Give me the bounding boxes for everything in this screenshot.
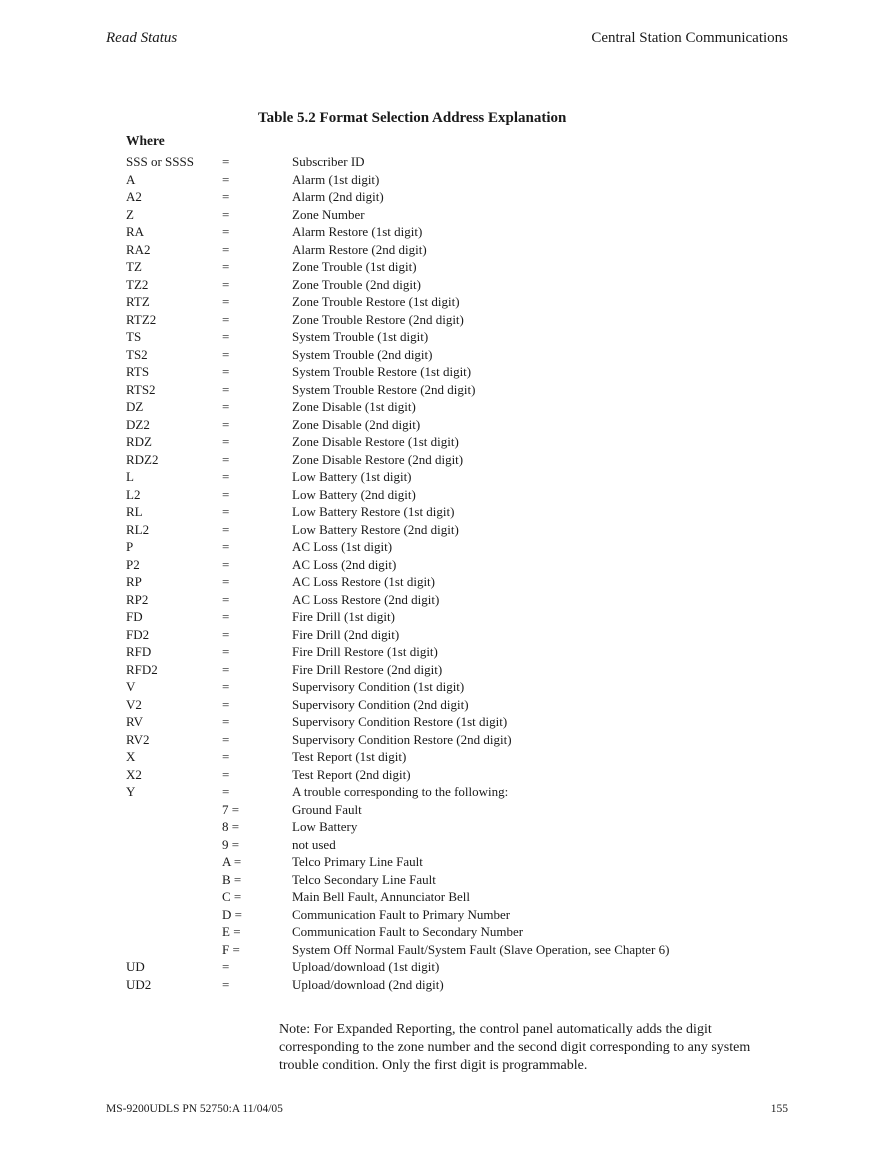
table-row <box>0 748 892 766</box>
row-code: TZ <box>126 259 142 274</box>
table-row <box>0 468 892 486</box>
row-equals: = <box>222 609 230 624</box>
row-description: Communication Fault to Secondary Number <box>292 924 524 939</box>
row-equals: C = <box>222 889 242 904</box>
table-row <box>0 258 892 276</box>
row-code: DZ <box>126 399 144 414</box>
expanded-reporting-note: Note: For Expanded Reporting, the control panel automatically adds the digit corresponding to the zone number and the second digit corresponding to any system trouble condition. Only the first digit is programmable. <box>279 1022 751 1073</box>
table-row <box>0 451 892 469</box>
row-equals: = <box>222 644 230 659</box>
table-row <box>0 958 892 976</box>
row-equals: = <box>222 259 230 274</box>
row-code: RDZ2 <box>126 451 159 467</box>
table-row <box>0 153 892 171</box>
table-row <box>0 293 892 311</box>
row-code: TS <box>126 329 142 344</box>
row-description: Subscriber ID <box>292 154 365 169</box>
row-description: Fire Drill Restore (2nd digit) <box>292 661 443 677</box>
row-description: Low Battery (2nd digit) <box>292 486 416 502</box>
row-description: System Trouble (2nd digit) <box>292 346 433 362</box>
table-row <box>0 818 892 836</box>
table-row <box>0 923 892 941</box>
row-code: RFD2 <box>126 661 158 677</box>
row-code: RV <box>126 714 144 729</box>
row-equals: = <box>222 591 230 607</box>
row-description: Zone Trouble Restore (2nd digit) <box>292 311 464 327</box>
table-row <box>0 836 892 854</box>
row-equals: = <box>222 504 230 519</box>
where-label: Where <box>126 133 165 148</box>
row-equals: = <box>222 556 230 572</box>
row-code: RTZ <box>126 294 150 309</box>
row-equals: = <box>222 749 230 764</box>
row-description: System Trouble Restore (1st digit) <box>292 364 472 379</box>
row-equals: = <box>222 276 230 292</box>
row-equals: = <box>222 451 230 467</box>
row-equals: = <box>222 329 230 344</box>
table-row <box>0 783 892 801</box>
row-code: A <box>126 171 136 187</box>
row-equals: = <box>222 154 230 169</box>
table-row <box>0 556 892 574</box>
row-equals: = <box>222 399 230 414</box>
row-equals: 7 = <box>222 801 240 817</box>
row-equals: = <box>222 661 230 677</box>
row-description: Supervisory Condition (1st digit) <box>292 679 465 694</box>
row-description: Zone Trouble Restore (1st digit) <box>292 294 460 309</box>
row-equals: = <box>222 189 230 204</box>
row-equals: 9 = <box>222 836 240 852</box>
row-description: Low Battery Restore (2nd digit) <box>292 521 459 537</box>
table-row <box>0 801 892 819</box>
table-row <box>0 941 892 959</box>
row-code: RP2 <box>126 591 149 607</box>
row-code: A2 <box>126 189 142 204</box>
row-equals: = <box>222 486 230 502</box>
row-equals: = <box>222 714 230 729</box>
row-code: RFD <box>126 644 152 659</box>
row-equals: = <box>222 434 230 449</box>
row-code: Z <box>126 206 134 222</box>
row-equals: = <box>222 539 230 554</box>
row-description: Alarm (1st digit) <box>292 171 380 187</box>
row-equals: F = <box>222 941 240 957</box>
row-code: P2 <box>126 556 140 572</box>
row-description: Fire Drill (1st digit) <box>292 609 395 624</box>
row-code: SSS or SSSS <box>126 154 194 169</box>
table-row <box>0 328 892 346</box>
row-equals: = <box>222 784 230 799</box>
table-row <box>0 661 892 679</box>
row-equals: = <box>222 679 230 694</box>
row-description: Zone Disable (1st digit) <box>292 399 416 414</box>
row-equals: = <box>222 171 230 187</box>
row-equals: = <box>222 626 230 642</box>
row-code: RDZ <box>126 434 152 449</box>
row-code: RTZ2 <box>126 311 157 327</box>
table-row <box>0 381 892 399</box>
row-code: RA2 <box>126 241 151 257</box>
table-row <box>0 363 892 381</box>
row-code: X <box>126 749 136 764</box>
table-row <box>0 906 892 924</box>
table-row <box>0 731 892 749</box>
table-row <box>0 503 892 521</box>
row-code: RP <box>126 574 142 589</box>
row-code: X2 <box>126 766 142 782</box>
row-equals: = <box>222 959 230 974</box>
table-row <box>0 241 892 259</box>
row-equals: D = <box>222 906 242 922</box>
row-description: not used <box>292 836 336 852</box>
row-description: AC Loss (1st digit) <box>292 539 393 554</box>
row-code: UD <box>126 959 145 974</box>
header-section-title: Read Status <box>106 30 178 46</box>
row-description: Low Battery Restore (1st digit) <box>292 504 455 519</box>
row-description: Low Battery <box>292 819 358 834</box>
row-description: Zone Trouble (1st digit) <box>292 259 417 274</box>
page-number: 155 <box>770 1103 788 1115</box>
row-description: AC Loss Restore (1st digit) <box>292 574 435 589</box>
row-equals: = <box>222 364 230 379</box>
table-row <box>0 521 892 539</box>
row-code: FD2 <box>126 626 150 642</box>
table-row <box>0 171 892 189</box>
row-equals: B = <box>222 871 242 887</box>
row-description: Ground Fault <box>292 801 362 817</box>
row-equals: = <box>222 766 230 782</box>
row-description: Alarm Restore (1st digit) <box>292 224 423 239</box>
row-equals: = <box>222 976 230 992</box>
row-code: RV2 <box>126 731 150 747</box>
row-description: Telco Secondary Line Fault <box>292 871 436 887</box>
row-description: Upload/download (2nd digit) <box>292 976 444 992</box>
row-code: TS2 <box>126 346 148 362</box>
row-description: Telco Primary Line Fault <box>292 854 423 869</box>
table-row <box>0 206 892 224</box>
row-code: L <box>126 469 134 484</box>
table-row <box>0 713 892 731</box>
table-row <box>0 643 892 661</box>
row-description: System Trouble (1st digit) <box>292 329 429 344</box>
table-row <box>0 696 892 714</box>
table-row <box>0 766 892 784</box>
row-description: Alarm Restore (2nd digit) <box>292 241 427 257</box>
row-equals: A = <box>222 854 242 869</box>
row-equals: = <box>222 696 230 712</box>
row-equals: = <box>222 311 230 327</box>
row-code: RTS <box>126 364 150 379</box>
table-row <box>0 346 892 364</box>
row-description: Test Report (1st digit) <box>292 749 407 764</box>
table-row <box>0 871 892 889</box>
table-row <box>0 573 892 591</box>
table-row <box>0 311 892 329</box>
row-code: P <box>126 539 134 554</box>
row-code: DZ2 <box>126 416 150 432</box>
table-title: Table 5.2 Format Selection Address Explanation <box>258 110 567 126</box>
row-equals: = <box>222 469 230 484</box>
row-description: Communication Fault to Primary Number <box>292 906 511 922</box>
table-row <box>0 591 892 609</box>
row-code: RL <box>126 504 143 519</box>
row-equals: = <box>222 521 230 537</box>
table-row <box>0 626 892 644</box>
row-description: Zone Disable Restore (1st digit) <box>292 434 459 449</box>
table-row <box>0 888 892 906</box>
row-code: FD <box>126 609 143 624</box>
row-description: Supervisory Condition Restore (2nd digit) <box>292 731 512 747</box>
row-equals: = <box>222 294 230 309</box>
row-equals: = <box>222 224 230 239</box>
row-equals: 8 = <box>222 819 240 834</box>
row-description: Supervisory Condition (2nd digit) <box>292 696 469 712</box>
row-code: TZ2 <box>126 276 149 292</box>
table-row <box>0 608 892 626</box>
row-code: V <box>126 679 136 694</box>
table-row <box>0 538 892 556</box>
row-description: Fire Drill (2nd digit) <box>292 626 400 642</box>
format-address-table <box>0 153 892 993</box>
table-row <box>0 276 892 294</box>
table-row <box>0 486 892 504</box>
row-code: RTS2 <box>126 381 156 397</box>
row-description: Main Bell Fault, Annunciator Bell <box>292 889 471 904</box>
table-row <box>0 853 892 871</box>
row-equals: E = <box>222 924 241 939</box>
row-equals: = <box>222 574 230 589</box>
row-code: Y <box>126 784 136 799</box>
row-description: Fire Drill Restore (1st digit) <box>292 644 438 659</box>
row-description: Zone Disable (2nd digit) <box>292 416 421 432</box>
row-equals: = <box>222 416 230 432</box>
row-description: AC Loss (2nd digit) <box>292 556 397 572</box>
row-equals: = <box>222 381 230 397</box>
table-row <box>0 188 892 206</box>
row-code: UD2 <box>126 976 152 992</box>
header-chapter-title: Central Station Communications <box>591 30 788 46</box>
table-row <box>0 678 892 696</box>
row-equals: = <box>222 241 230 257</box>
row-description: System Off Normal Fault/System Fault (Slave Operation, see Chapter 6) <box>292 941 670 957</box>
row-code: V2 <box>126 696 142 712</box>
table-row <box>0 416 892 434</box>
row-code: L2 <box>126 486 141 502</box>
row-description: Alarm (2nd digit) <box>292 189 384 204</box>
row-equals: = <box>222 731 230 747</box>
row-code: RL2 <box>126 521 150 537</box>
table-row <box>0 223 892 241</box>
table-row <box>0 976 892 994</box>
row-description: Low Battery (1st digit) <box>292 469 412 484</box>
row-description: AC Loss Restore (2nd digit) <box>292 591 440 607</box>
row-description: A trouble corresponding to the following: <box>292 784 509 799</box>
row-description: Supervisory Condition Restore (1st digit) <box>292 714 508 729</box>
table-row <box>0 433 892 451</box>
row-description: Upload/download (1st digit) <box>292 959 440 974</box>
row-equals: = <box>222 206 230 222</box>
row-code: RA <box>126 224 145 239</box>
footer-document-id: MS-9200UDLS PN 52750:A 11/04/05 <box>106 1103 283 1115</box>
row-description: Zone Number <box>292 206 365 222</box>
row-description: System Trouble Restore (2nd digit) <box>292 381 476 397</box>
row-description: Zone Trouble (2nd digit) <box>292 276 421 292</box>
row-equals: = <box>222 346 230 362</box>
table-row <box>0 398 892 416</box>
row-description: Zone Disable Restore (2nd digit) <box>292 451 464 467</box>
row-description: Test Report (2nd digit) <box>292 766 411 782</box>
